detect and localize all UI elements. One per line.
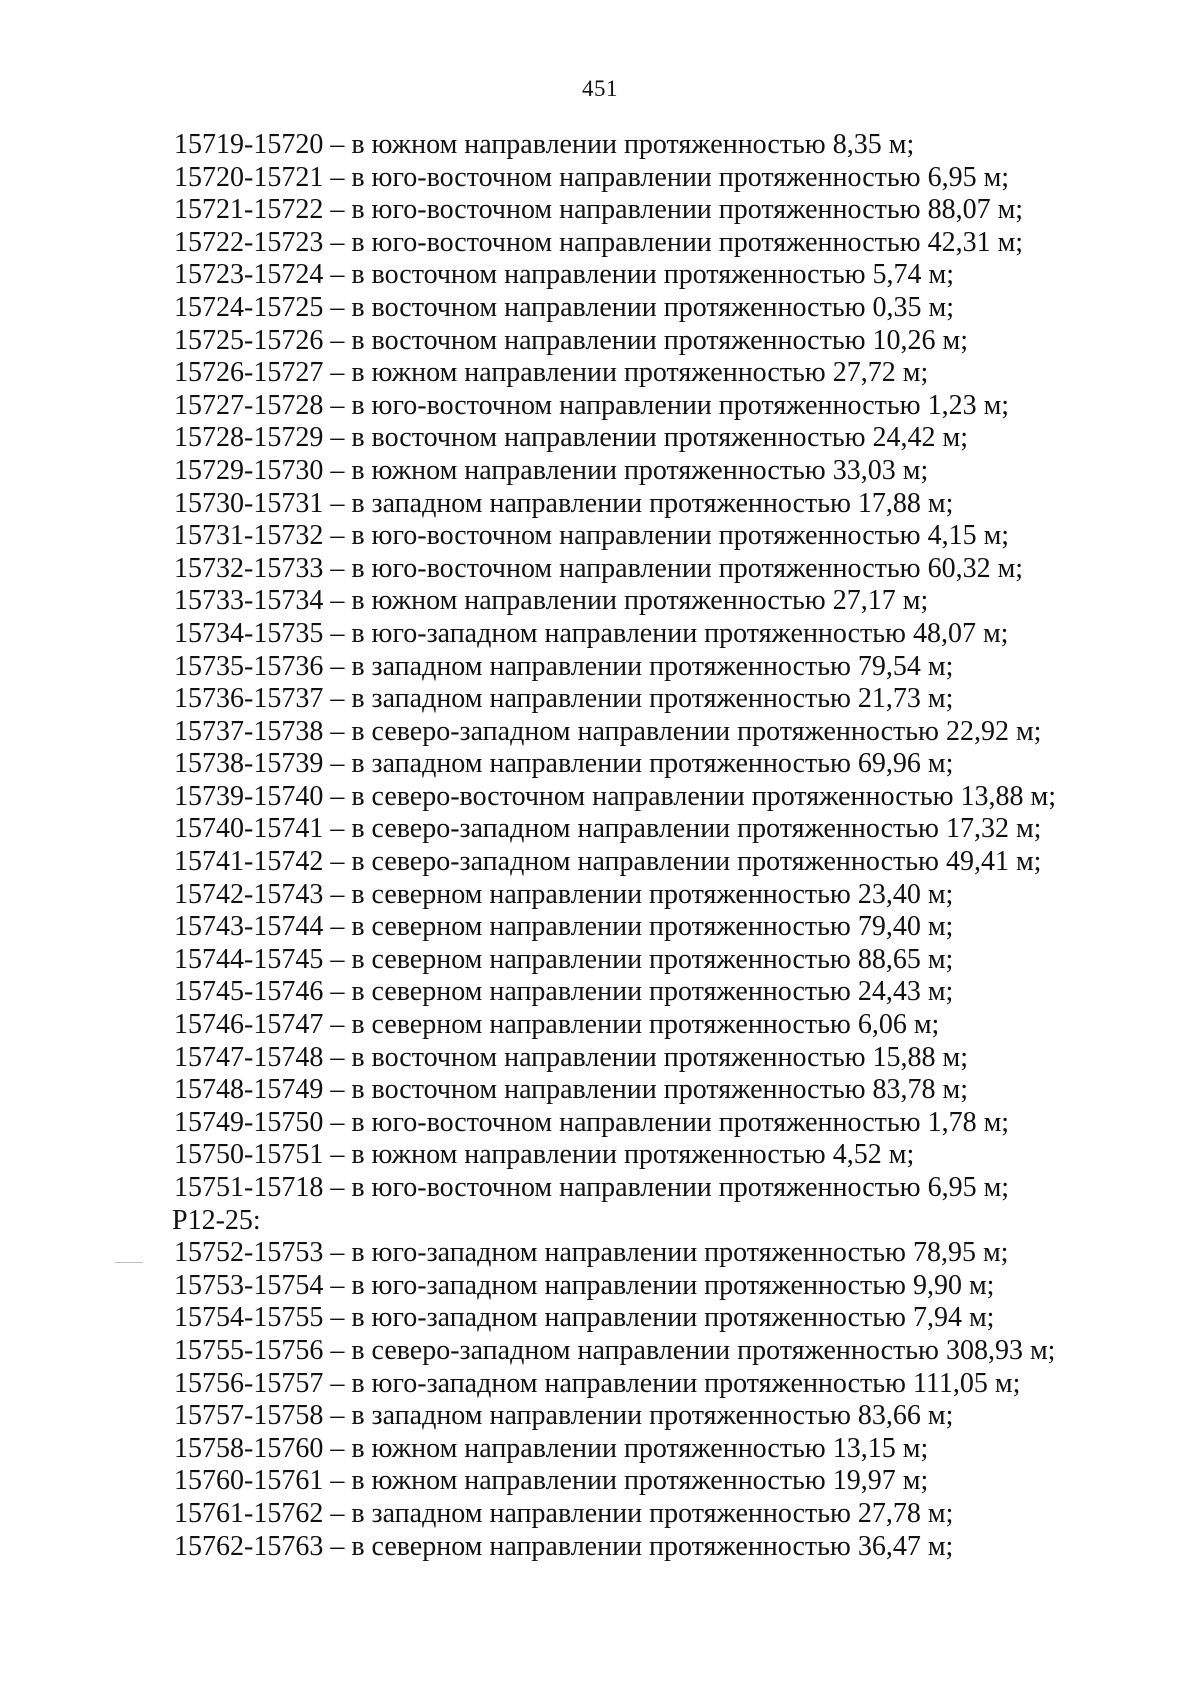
- segment-line: 15741-15742 – в северо-западном направлении протяженностью 49,41 м;: [174, 846, 1042, 878]
- segment-line: 15756-15757 – в юго-западном направлении протяженностью 111,05 м;: [174, 1367, 1021, 1399]
- segment-line: 15746-15747 – в северном направлении протяженностью 6,06 м;: [174, 1009, 940, 1041]
- segment-line: 15725-15726 – в восточном направлении протяженностью 10,26 м;: [174, 324, 969, 356]
- segment-line: 15750-15751 – в южном направлении протяженностью 4,52 м;: [174, 1139, 915, 1171]
- segment-line: 15733-15734 – в южном направлении протяженностью 27,17 м;: [174, 585, 929, 617]
- segment-line: 15748-15749 – в восточном направлении протяженностью 83,78 м;: [174, 1074, 969, 1106]
- segment-line: 15742-15743 – в северном направлении протяженностью 23,40 м;: [174, 878, 954, 910]
- boundary-segment-list: [174, 129, 1134, 1563]
- segment-line: 15757-15758 – в западном направлении протяженностью 83,66 м;: [174, 1400, 954, 1432]
- segment-line: 15729-15730 – в южном направлении протяженностью 33,03 м;: [174, 454, 929, 486]
- segment-line: 15732-15733 – в юго-восточном направлении протяженностью 60,32 м;: [174, 552, 1024, 584]
- segment-line: 15736-15737 – в западном направлении протяженностью 21,73 м;: [174, 683, 954, 715]
- segment-line: 15726-15727 – в южном направлении протяженностью 27,72 м;: [174, 357, 929, 389]
- segment-line: 15738-15739 – в западном направлении протяженностью 69,96 м;: [174, 748, 954, 780]
- segment-line: 15740-15741 – в северо-западном направлении протяженностью 17,32 м;: [174, 813, 1042, 845]
- segment-line: 15722-15723 – в юго-восточном направлении протяженностью 42,31 м;: [174, 226, 1024, 258]
- segment-line: 15739-15740 – в северо-восточном направлении протяженностью 13,88 м;: [174, 780, 1057, 812]
- segment-line: 15730-15731 – в западном направлении протяженностью 17,88 м;: [174, 487, 954, 519]
- segment-line: 15721-15722 – в юго-восточном направлении протяженностью 88,07 м;: [174, 194, 1024, 226]
- segment-line: 15737-15738 – в северо-западном направлении протяженностью 22,92 м;: [174, 715, 1042, 747]
- segment-line: 15751-15718 – в юго-восточном направлении протяженностью 6,95 м;: [174, 1172, 1010, 1203]
- segment-line: 15758-15760 – в южном направлении протяженностью 13,15 м;: [174, 1432, 929, 1464]
- segment-line: 15745-15746 – в северном направлении протяженностью 24,43 м;: [174, 976, 954, 1008]
- segment-line: 15735-15736 – в западном направлении протяженностью 79,54 м;: [174, 650, 954, 682]
- segment-line: 15762-15763 – в северном направлении протяженностью 36,47 м;: [174, 1530, 954, 1562]
- segment-line: 15724-15725 – в восточном направлении протяженностью 0,35 м;: [174, 291, 955, 323]
- segment-line: 15731-15732 – в юго-восточном направлении протяженностью 4,15 м;: [174, 520, 1010, 552]
- page-number: 451: [582, 76, 618, 101]
- scan-margin-mark: [115, 1262, 143, 1263]
- segment-line: 15754-15755 – в юго-западном направлении протяженностью 7,94 м;: [174, 1302, 995, 1334]
- segment-line: 15744-15745 – в северном направлении протяженностью 88,65 м;: [174, 943, 954, 975]
- segment-line: 15723-15724 – в восточном направлении протяженностью 5,74 м;: [174, 259, 955, 291]
- segment-line: 15749-15750 – в юго-восточном направлении протяженностью 1,78 м;: [174, 1106, 1010, 1138]
- segment-line: 15747-15748 – в восточном направлении протяженностью 15,88 м;: [174, 1041, 969, 1073]
- segment-line: 15755-15756 – в северо-западном направлении протяженностью 308,93 м;: [174, 1334, 1056, 1366]
- segment-line: 15734-15735 – в юго-западном направлении протяженностью 48,07 м;: [174, 617, 1009, 649]
- segment-line: 15743-15744 – в северном направлении протяженностью 79,40 м;: [174, 911, 954, 943]
- segment-line: 15760-15761 – в южном направлении протяженностью 19,97 м;: [174, 1465, 929, 1497]
- section-heading: Р12-25:: [172, 1204, 261, 1236]
- segment-line: 15728-15729 – в восточном направлении протяженностью 24,42 м;: [174, 422, 969, 454]
- segment-line: 15761-15762 – в западном направлении протяженностью 27,78 м;: [174, 1497, 954, 1529]
- segment-line: 15719-15720 – в южном направлении протяженностью 8,35 м;: [174, 129, 915, 160]
- segment-line: 15720-15721 – в юго-восточном направлении протяженностью 6,95 м;: [174, 161, 1010, 193]
- segment-line: 15752-15753 – в юго-западном направлении протяженностью 78,95 м;: [174, 1237, 1009, 1269]
- segment-line: 15753-15754 – в юго-западном направлении протяженностью 9,90 м;: [174, 1269, 995, 1301]
- segment-line: 15727-15728 – в юго-восточном направлении протяженностью 1,23 м;: [174, 389, 1010, 421]
